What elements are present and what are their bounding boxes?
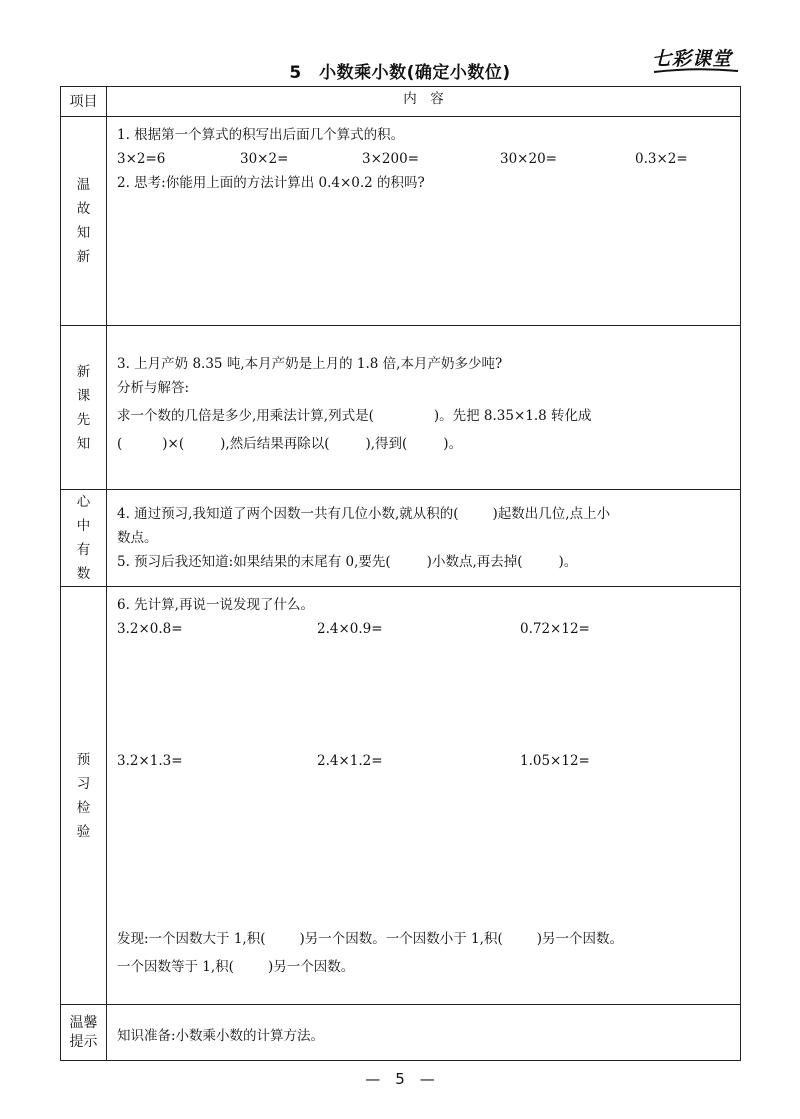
question-4: 4. 通过预习,我知道了两个因数一共有几位小数,就从积的( )起数出几位,点上小 — [117, 506, 611, 522]
equation-4: 30×20= — [500, 151, 557, 167]
tip-text: 知识准备:小数乘小数的计算方法。 — [107, 1005, 741, 1061]
worksheet-table — [60, 86, 741, 1061]
finding-line-2: 一个因数等于 1,积( )另一个因数。 — [117, 959, 355, 975]
calc-5: 2.4×1.2= — [317, 753, 383, 769]
calc-2: 2.4×0.9= — [317, 621, 383, 637]
header-content: 内 容 — [107, 87, 741, 117]
question-1: 1. 根据第一个算式的积写出后面几个算式的积。 — [117, 127, 405, 143]
analysis-line-2: ( )×( ),然后结果再除以( ),得到( )。 — [117, 436, 463, 452]
calc-row-2 — [117, 749, 730, 773]
brand-logo — [652, 44, 748, 72]
section-label-tips: 温馨提示 — [69, 1014, 98, 1050]
section-label-check: 预习检验 — [76, 751, 91, 840]
section-check — [61, 587, 741, 1005]
section-label-review: 温故知新 — [76, 177, 91, 265]
calc-3: 0.72×12= — [520, 621, 590, 637]
section-new-lesson — [61, 326, 741, 490]
section-label-understanding: 心中有数 — [76, 494, 91, 582]
equation-2: 30×2= — [240, 151, 289, 167]
calc-row-1 — [117, 617, 730, 641]
page-title: 5 小数乘小数(确定小数位) — [289, 63, 511, 83]
table-header-row — [61, 87, 741, 117]
page-number: — 5 — — [365, 1070, 435, 1088]
brand-swoosh-icon — [652, 68, 740, 74]
calc-4: 3.2×1.3= — [117, 753, 183, 769]
analysis-heading: 分析与解答: — [117, 380, 190, 396]
finding-line-1: 发现:一个因数大于 1,积( )另一个因数。一个因数小于 1,积( )另一个因数。 — [117, 931, 623, 947]
calc-1: 3.2×0.8= — [117, 621, 183, 637]
calc-6: 1.05×12= — [520, 753, 590, 769]
section-review — [61, 117, 741, 326]
section-label-new-lesson: 新课先知 — [76, 363, 91, 452]
analysis-line-1: 求一个数的几倍是多少,用乘法计算,列式是( )。先把 8.35×1.8 转化成 — [117, 408, 592, 424]
question-6: 6. 先计算,再说一说发现了什么。 — [117, 597, 314, 613]
question-5: 5. 预习后我还知道:如果结果的末尾有 0,要先( )小数点,再去掉( )。 — [117, 554, 578, 570]
findings — [117, 927, 736, 979]
section-understanding — [61, 490, 741, 587]
equation-5: 0.3×2= — [635, 151, 688, 167]
question-3: 3. 上月产奶 8.35 吨,本月产奶是上月的 1.8 倍,本月产奶多少吨? — [117, 356, 503, 372]
equation-1: 3×2=6 — [117, 151, 166, 167]
equation-3: 3×200= — [362, 151, 419, 167]
equation-row — [117, 147, 730, 171]
question-2: 2. 思考:你能用上面的方法计算出 0.4×0.2 的积吗? — [117, 175, 425, 191]
question-4-cont: 数点。 — [117, 530, 158, 546]
brand-text: 七彩课堂 — [652, 48, 733, 70]
section-tips — [61, 1005, 741, 1061]
header-project: 项目 — [61, 87, 107, 117]
